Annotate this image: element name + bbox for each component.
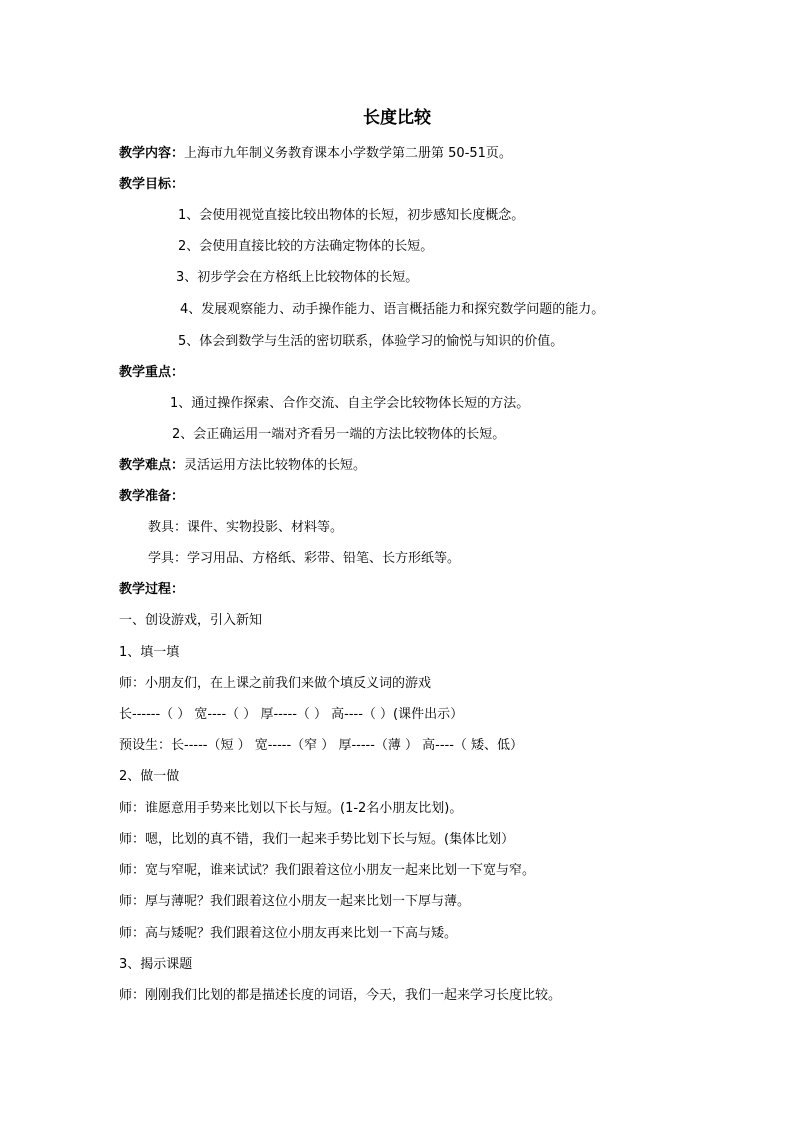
teaching-content (119, 145, 512, 163)
process-line: 师：小朋友们，在上课之前我们来做个填反义词的游戏 (119, 676, 432, 691)
process-line: 师：高与矮呢？我们跟着这位小朋友再来比划一下高与矮。 (119, 926, 458, 941)
preparation-item: 学具：学习用品、方格纸、彩带、铅笔、长方形纸等。 (148, 551, 461, 566)
objective-item: 1、会使用视觉直接比较出物体的长短，初步感知长度概念。 (178, 208, 525, 223)
key-point-item: 1、通过操作探索、合作交流、自主学会比较物体长短的方法。 (170, 396, 530, 411)
teaching-content-text: 上海市九年制义务教育课本小学数学第二册第 50-51页。 (184, 146, 512, 161)
objective-item: 4、发展观察能力、动手操作能力、语言概括能力和探究数学问题的能力。 (180, 302, 605, 317)
process-line: 一、创设游戏，引入新知 (119, 613, 263, 628)
process-line: 师：刚刚我们比划的都是描述长度的词语，今天，我们一起来学习长度比较。 (119, 988, 562, 1003)
difficulty (119, 457, 366, 475)
process-line: 师：嗯，比划的真不错，我们一起来手势比划下长与短。(集体比划） (119, 832, 515, 847)
process-line: 预设生：长-----（短 ） 宽-----（窄 ） 厚-----（薄 ） 高----（ 矮、低） (119, 738, 524, 753)
process-line: 师：宽与窄呢，谁来试试？我们跟着这位小朋友一起来比划一下宽与窄。 (119, 863, 536, 878)
process-line: 长------（ ） 宽----（ ） 厚-----（ ） 高----（ ）(课件出示） (119, 707, 464, 722)
objective-item: 3、初步学会在方格纸上比较物体的长短。 (176, 270, 419, 285)
process-line: 师：厚与薄呢？我们跟着这位小朋友一起来比划一下厚与薄。 (119, 894, 471, 909)
key-point-item: 2、会正确运用一端对齐看另一端的方法比较物体的长短。 (172, 427, 506, 442)
teaching-content-label: 教学内容： (119, 146, 185, 161)
difficulty-label: 教学难点： (119, 458, 185, 473)
objective-item: 5、体会到数学与生活的密切联系，体验学习的愉悦与知识的价值。 (178, 334, 564, 349)
preparation-heading: 教学准备： (119, 489, 185, 504)
difficulty-text: 灵活运用方法比较物体的长短。 (184, 458, 367, 473)
document-title: 长度比较 (363, 108, 431, 128)
key-points-heading: 教学重点： (119, 365, 185, 380)
preparation-item: 教具：课件、实物投影、材料等。 (148, 520, 344, 535)
process-line: 3、揭示课题 (119, 957, 193, 972)
process-line: 1、填一填 (119, 645, 180, 660)
process-heading: 教学过程： (119, 582, 185, 597)
objectives-heading: 教学目标： (119, 177, 185, 192)
process-line: 2、做一做 (119, 769, 180, 784)
process-line: 师：谁愿意用手势来比划以下长与短。(1-2名小朋友比划)。 (119, 801, 463, 816)
objective-item: 2、会使用直接比较的方法确定物体的长短。 (178, 239, 434, 254)
